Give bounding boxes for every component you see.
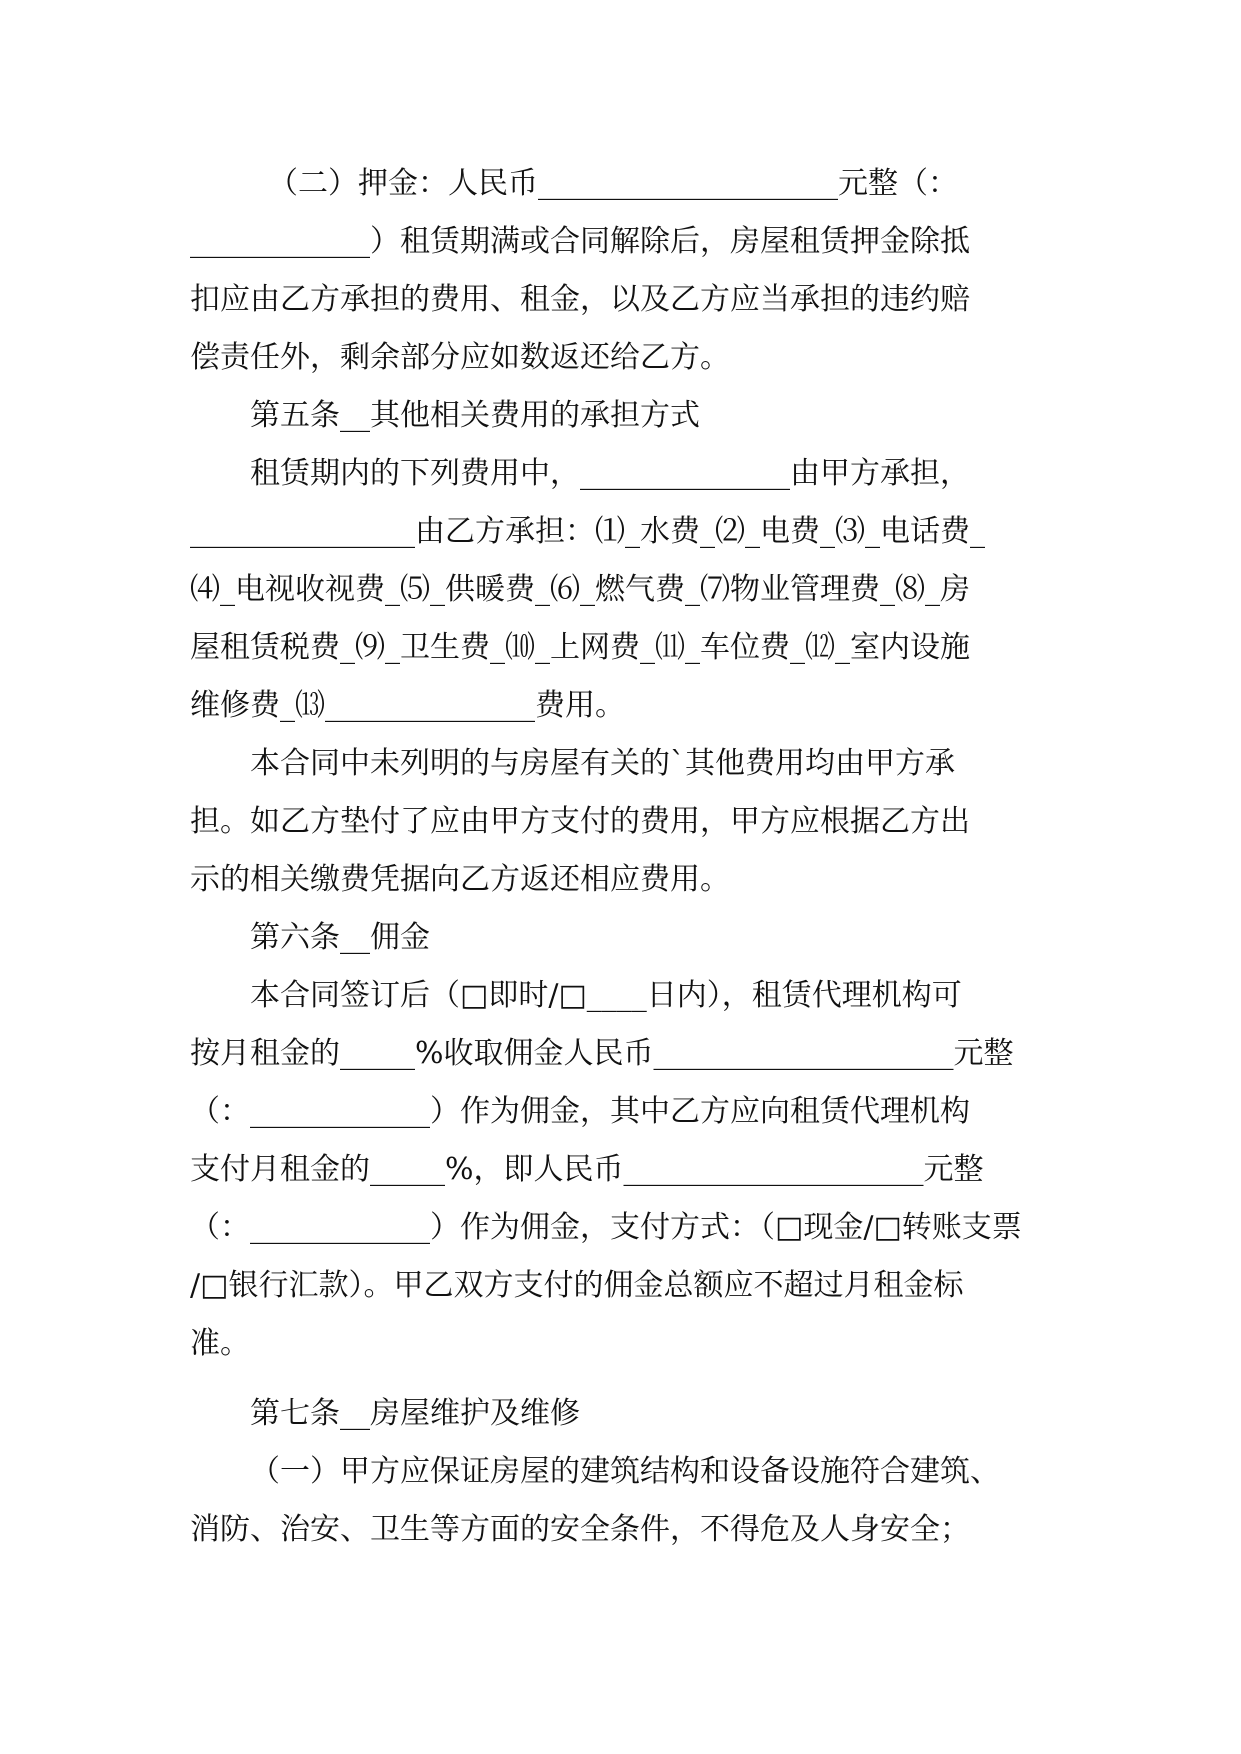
article-6-line-4: 支付月租金的_____%，即人民币____________________元整 — [190, 1152, 984, 1187]
deposit-clause-line-2: ____________）租赁期满或合同解除后，房屋租赁押金除抵 — [190, 224, 970, 259]
deposit-clause-line-3: 扣应由乙方承担的费用、租金，以及乙方应当承担的违约赔 — [190, 282, 970, 317]
document-page — [190, 155, 1050, 1559]
article-5-line-2: _______________由乙方承担：⑴_水费_⑵_电费_⑶_电话费_ — [190, 514, 985, 549]
article-5-line-5: 维修费_⒀______________费用。 — [190, 688, 625, 723]
article-5-heading: 第五条__其他相关费用的承担方式 — [250, 398, 700, 433]
article-6-line-2: 按月租金的_____%收取佣金人民币____________________元整 — [190, 1036, 1014, 1071]
deposit-clause-line-4: 偿责任外，剩余部分应如数返还给乙方。 — [190, 340, 730, 375]
paragraph-gap — [190, 1373, 1050, 1385]
other-fees-line-3: 示的相关缴费凭据向乙方返还相应费用。 — [190, 862, 730, 897]
article-6-line-5: （：____________）作为佣金，支付方式：（□现金/□转账支票 — [190, 1210, 1022, 1245]
other-fees-line-1: 本合同中未列明的与房屋有关的`其他费用均由甲方承 — [250, 746, 955, 781]
article-5-line-4: 屋租赁税费_⑼_卫生费_⑽_上网费_⑾_车位费_⑿_室内设施 — [190, 630, 970, 665]
article-6-line-6: /□银行汇款）。甲乙双方支付的佣金总额应不超过月租金标 — [190, 1268, 964, 1303]
other-fees-line-2: 担。如乙方垫付了应由甲方支付的费用，甲方应根据乙方出 — [190, 804, 970, 839]
article-7-line-1: （一）甲方应保证房屋的建筑结构和设备设施符合建筑、 — [250, 1454, 1000, 1489]
article-5-line-3: ⑷_电视收视费_⑸_供暖费_⑹_燃气费_⑺物业管理费_⑻_房 — [190, 572, 970, 607]
article-6-heading: 第六条__佣金 — [250, 920, 430, 955]
article-5-line-1: 租赁期内的下列费用中，______________由甲方承担， — [250, 456, 970, 491]
article-6-line-7: 准。 — [190, 1326, 250, 1361]
article-7-heading: 第七条__房屋维护及维修 — [250, 1396, 580, 1431]
article-7-line-2: 消防、治安、卫生等方面的安全条件，不得危及人身安全； — [190, 1512, 970, 1547]
article-6-line-1: 本合同签订后（□即时/□____日内），租赁代理机构可 — [250, 978, 962, 1013]
article-6-line-3: （：____________）作为佣金，其中乙方应向租赁代理机构 — [190, 1094, 970, 1129]
deposit-clause-line-1: （二）押金：人民币____________________元整（： — [268, 166, 958, 201]
